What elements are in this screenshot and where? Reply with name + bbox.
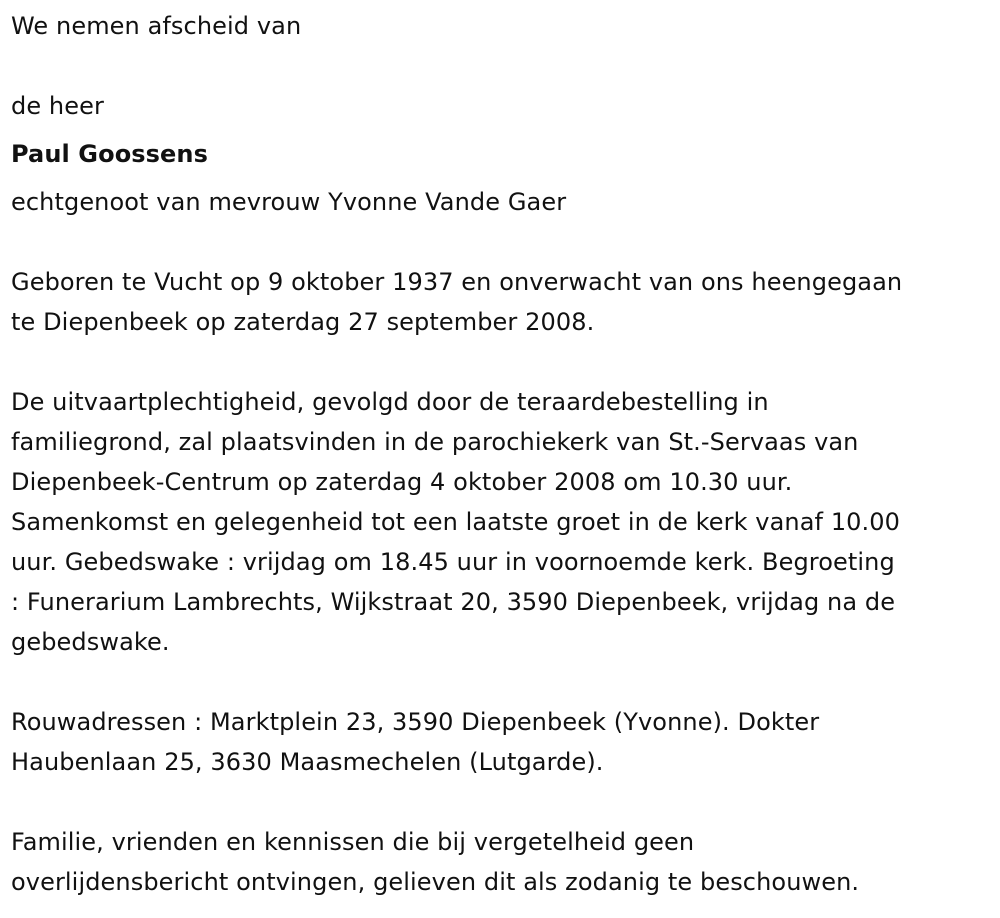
paragraph-line: Samenkomst en gelegenheid tot een laatste groet in de kerk vanaf 10.00 xyxy=(11,508,901,536)
deceased-name: Paul Goossens xyxy=(11,140,209,168)
honorific: de heer xyxy=(11,92,104,120)
paragraph-line: : Funerarium Lambrechts, Wijkstraat 20, 3590 Diepenbeek, vrijdag na de xyxy=(11,588,896,616)
mourning-addresses-paragraph xyxy=(11,702,819,782)
paragraph-line: Rouwadressen : Marktplein 23, 3590 Diepenbeek (Yvonne). Dokter xyxy=(11,708,820,736)
funeral-paragraph xyxy=(11,382,900,662)
paragraph-line: Haubenlaan 25, 3630 Maasmechelen (Lutgarde). xyxy=(11,748,604,776)
paragraph-line: Geboren te Vucht op 9 oktober 1937 en onverwacht van ons heengegaan xyxy=(11,268,903,296)
paragraph-line: overlijdensbericht ontvingen, gelieven dit als zodanig te beschouwen. xyxy=(11,868,860,896)
paragraph-line: Familie, vrienden en kennissen die bij vergetelheid geen xyxy=(11,828,695,856)
paragraph-line: familiegrond, zal plaatsvinden in de parochiekerk van St.-Servaas van xyxy=(11,428,859,456)
paragraph-line: Diepenbeek-Centrum op zaterdag 4 oktober 2008 om 10.30 uur. xyxy=(11,468,793,496)
paragraph-line: te Diepenbeek op zaterdag 27 september 2008. xyxy=(11,308,595,336)
paragraph-line: gebedswake. xyxy=(11,628,170,656)
intro-text: We nemen afscheid van xyxy=(11,12,302,40)
birth-death-paragraph xyxy=(11,262,902,342)
paragraph-line: De uitvaartplechtigheid, gevolgd door de teraardebestelling in xyxy=(11,388,769,416)
paragraph-line: uur. Gebedswake : vrijdag om 18.45 uur in voornoemde kerk. Begroeting xyxy=(11,548,895,576)
closing-paragraph xyxy=(11,822,859,902)
spouse-line: echtgenoot van mevrouw Yvonne Vande Gaer xyxy=(11,188,567,216)
